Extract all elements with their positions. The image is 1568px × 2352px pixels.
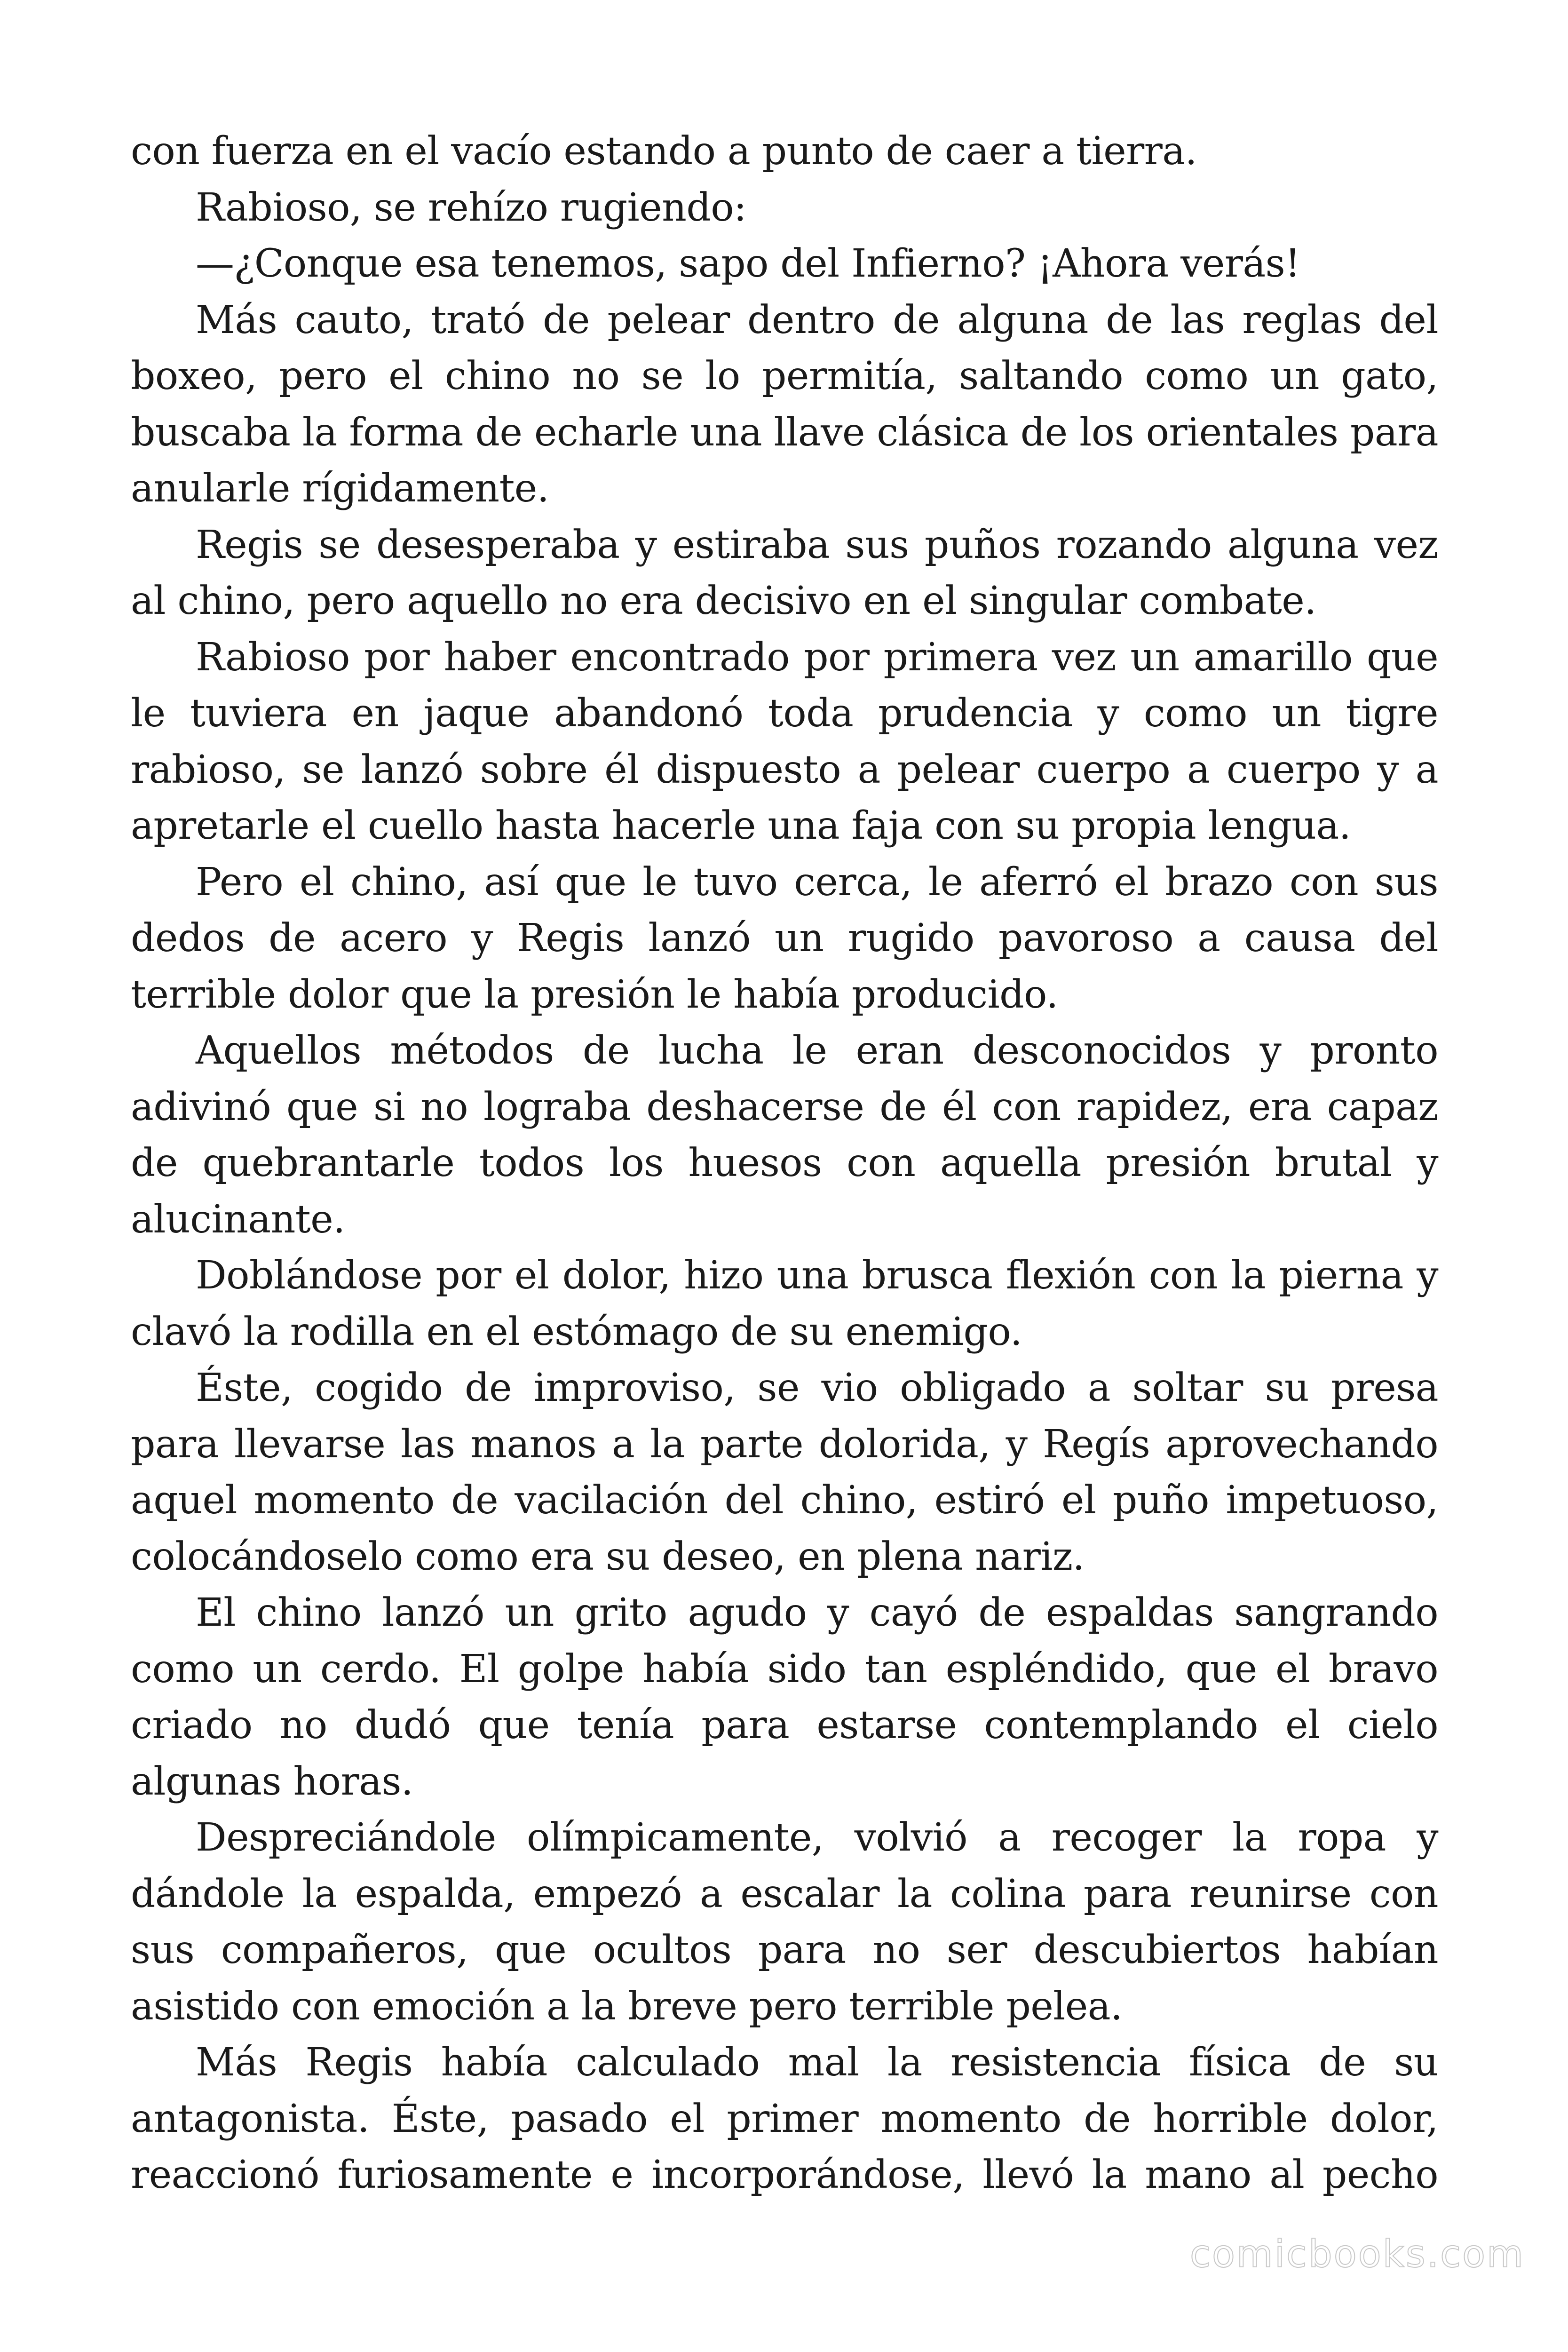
paragraph: Éste, cogido de improviso, se vio obligado a soltar su presa para llevarse las manos a la parte dolorida, y Regís aprovechando aquel momento de vacilación del chino, estiró el puño impetuoso, colocándoselo como era su deseo, en plena nariz.	[131, 1366, 1438, 1579]
paragraph: Aquellos métodos de lucha le eran desconocidos y pronto adivinó que si no lograba deshacerse de él con rapidez, era capaz de quebrantarle todos los huesos con aquella presión brutal y alucinante.	[131, 1028, 1438, 1242]
paragraph: Rabioso, se rehízo rugiendo:	[196, 185, 746, 230]
dialogue-paragraph: —¿Conque esa tenemos, sapo del Infierno? ¡Ahora verás!	[196, 241, 1300, 286]
watermark: comicbooks.com	[1189, 2232, 1525, 2276]
paragraph: Más cauto, trató de pelear dentro de alguna de las reglas del boxeo, pero el chino no se lo permitía, saltando como un gato, buscaba la forma de echarle una llave clásica de los orientales para anularle rígidamente.	[131, 297, 1438, 511]
paragraph: con fuerza en el vacío estando a punto de caer a tierra.	[131, 129, 1197, 174]
paragraph: Rabioso por haber encontrado por primera vez un amarillo que le tuviera en jaque abandonó toda prudencia y como un tigre rabioso, se lanzó sobre él dispuesto a pelear cuerpo a cuerpo y a apretarle el cuello hasta hacerle una faja con su propia lengua.	[131, 635, 1438, 848]
body-text	[131, 123, 1438, 2203]
paragraph: Despreciándole olímpicamente, volvió a recoger la ropa y dándole la espalda, empezó a escalar la colina para reunirse con sus compañeros, que ocultos para no ser descubiertos habían asistido con emoción a la breve pero terrible pelea.	[131, 1815, 1438, 2029]
paragraph: El chino lanzó un grito agudo y cayó de espaldas sangrando como un cerdo. El golpe había sido tan espléndido, que el bravo criado no dudó que tenía para estarse contemplando el cielo algunas horas.	[131, 1590, 1438, 1804]
paragraph: Regis se desesperaba y estiraba sus puños rozando alguna vez al chino, pero aquello no era decisivo en el singular combate.	[131, 522, 1438, 623]
paragraph: Pero el chino, así que le tuvo cerca, le aferró el brazo con sus dedos de acero y Regis lanzó un rugido pavoroso a causa del terrible dolor que la presión le había producido.	[131, 859, 1438, 1017]
paragraph: Doblándose por el dolor, hizo una brusca flexión con la pierna y clavó la rodilla en el estómago de su enemigo.	[131, 1253, 1438, 1354]
paragraph: Más Regis había calculado mal la resistencia física de su antagonista. Éste, pasado el primer momento de horrible dolor, reaccionó furiosamente e incorporándose, llevó la mano al pecho	[131, 2040, 1438, 2197]
